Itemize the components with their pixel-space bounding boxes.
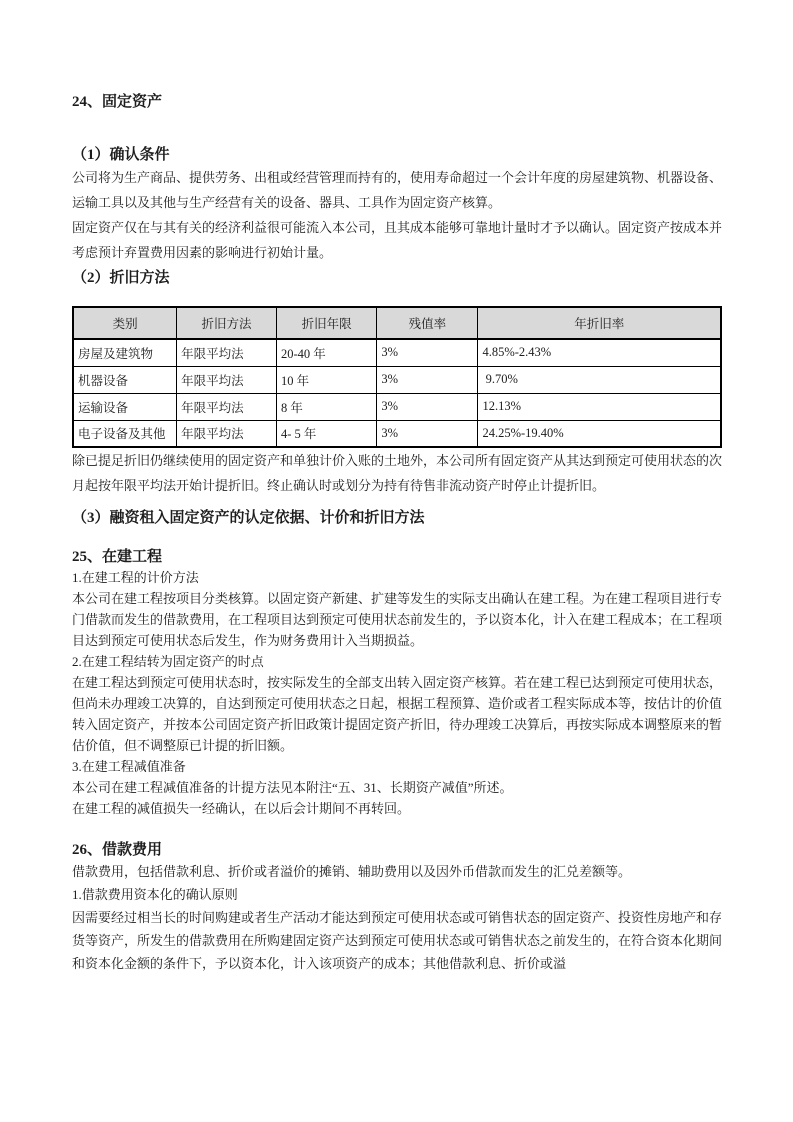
table-cell: 房屋及建筑物: [73, 339, 177, 366]
table-cell: 3%: [377, 366, 478, 393]
table-row: [73, 393, 721, 420]
table-header-method: 折旧方法: [177, 307, 277, 339]
para-cip-transfer: 在建工程达到预定可使用状态时，按实际发生的全部支出转入固定资产核算。若在建工程已达到预定可使用状态，但尚未办理竣工决算的，自达到预定可使用状态之日起，根据工程预算、造价或者工程实际成本等，按估计的价值转入固定资产，并按本公司固定资产折旧政策计提固定资产折旧，待办理竣工决算后，再按实际成本调整原来的暂估价值，但不调整原已计提的折旧额。: [72, 675, 723, 753]
table-cell: 年限平均法: [177, 420, 277, 447]
table-cell: 机器设备: [73, 366, 177, 393]
table-header-row: [73, 307, 721, 339]
table-row: [73, 366, 721, 393]
table-cell: 3%: [377, 393, 478, 420]
table-row: [73, 339, 721, 366]
sub-heading-recognition-conditions: （1）确认条件: [72, 147, 170, 163]
para-cip-transfer-title: 2.在建工程结转为固定资产的时点: [72, 654, 264, 669]
para-borrowing-costs-scope: 借款费用，包括借款利息、折价或者溢价的摊销、辅助费用以及因外币借款而发生的汇兑差额等。: [72, 864, 632, 879]
para-depreciation-policy: 除已提足折旧仍继续使用的固定资产和单独计价入账的土地外，本公司所有固定资产从其达到预定可使用状态的次月起按年限平均法开始计提折旧。终止确认时或划分为持有待售非流动资产时停止计提折旧。: [72, 453, 723, 493]
table-cell: 12.13%: [478, 393, 721, 420]
table-cell: 4- 5 年: [276, 420, 376, 447]
sub-heading-depreciation-method: （2）折旧方法: [72, 270, 170, 286]
para-cip-valuation-title: 1.在建工程的计价方法: [72, 570, 199, 585]
table-cell: 3%: [377, 420, 478, 447]
table-cell: 9.70%: [478, 366, 721, 393]
para-fixed-assets-scope: 公司将为生产商品、提供劳务、出租或经营管理而持有的，使用寿命超过一个会计年度的房屋建筑物、机器设备、运输工具以及其他与生产经营有关的设备、器具、工具作为固定资产核算。: [72, 170, 723, 210]
table-cell: 电子设备及其他: [73, 420, 177, 447]
table-header-category: 类别: [73, 307, 177, 339]
section-25-heading: 25、在建工程: [72, 549, 163, 565]
para-fixed-assets-recognition: 固定资产仅在与其有关的经济利益很可能流入本公司，且其成本能够可靠地计量时才予以确认。固定资产按成本并考虑预计弃置费用因素的影响进行初始计量。: [72, 220, 723, 260]
section-26-heading: 26、借款费用: [72, 842, 163, 858]
table-row: [73, 420, 721, 447]
para-borrowing-capitalization-principle: 因需要经过相当长的时间购建或者生产活动才能达到预定可使用状态或可销售状态的固定资产、投资性房地产和存货等资产，所发生的借款费用在所购建固定资产达到预定可使用状态或可销售状态之前发生的，在符合资本化期间和资本化金额的条件下，予以资本化，计入该项资产的成本；其他借款利息、折价或溢: [72, 910, 723, 971]
table-header-residual-rate: 残值率: [377, 307, 478, 339]
table-cell: 年限平均法: [177, 339, 277, 366]
para-cip-impairment-reference: 本公司在建工程减值准备的计提方法见本附注“五、31、长期资产减值”所述。: [72, 780, 513, 795]
section-24-heading: 24、固定资产: [72, 94, 163, 110]
table-cell: 年限平均法: [177, 366, 277, 393]
table-cell: 20-40 年: [276, 339, 376, 366]
sub-heading-finance-lease: （3）融资租入固定资产的认定依据、计价和折旧方法: [72, 510, 425, 526]
table-cell: 4.85%-2.43%: [478, 339, 721, 366]
table-cell: 10 年: [276, 366, 376, 393]
para-cip-impairment-no-reversal: 在建工程的减值损失一经确认，在以后会计期间不再转回。: [72, 801, 411, 816]
para-borrowing-capitalization-title: 1.借款费用资本化的确认原则: [72, 887, 238, 902]
table-header-annual-rate: 年折旧率: [478, 307, 721, 339]
depreciation-table: [72, 306, 722, 448]
para-cip-impairment-title: 3.在建工程减值准备: [72, 759, 186, 774]
table-cell: 8 年: [276, 393, 376, 420]
table-cell: 年限平均法: [177, 393, 277, 420]
table-cell: 运输设备: [73, 393, 177, 420]
table-cell: 3%: [377, 339, 478, 366]
table-header-life: 折旧年限: [276, 307, 376, 339]
table-cell: 24.25%-19.40%: [478, 420, 721, 447]
para-cip-valuation: 本公司在建工程按项目分类核算。以固定资产新建、扩建等发生的实际支出确认在建工程。为在建工程项目进行专门借款而发生的借款费用，在工程项目达到预定可使用状态前发生的，予以资本化，计入在建工程成本；在工程项目达到预定可使用状态后发生，作为财务费用计入当期损益。: [72, 591, 723, 648]
